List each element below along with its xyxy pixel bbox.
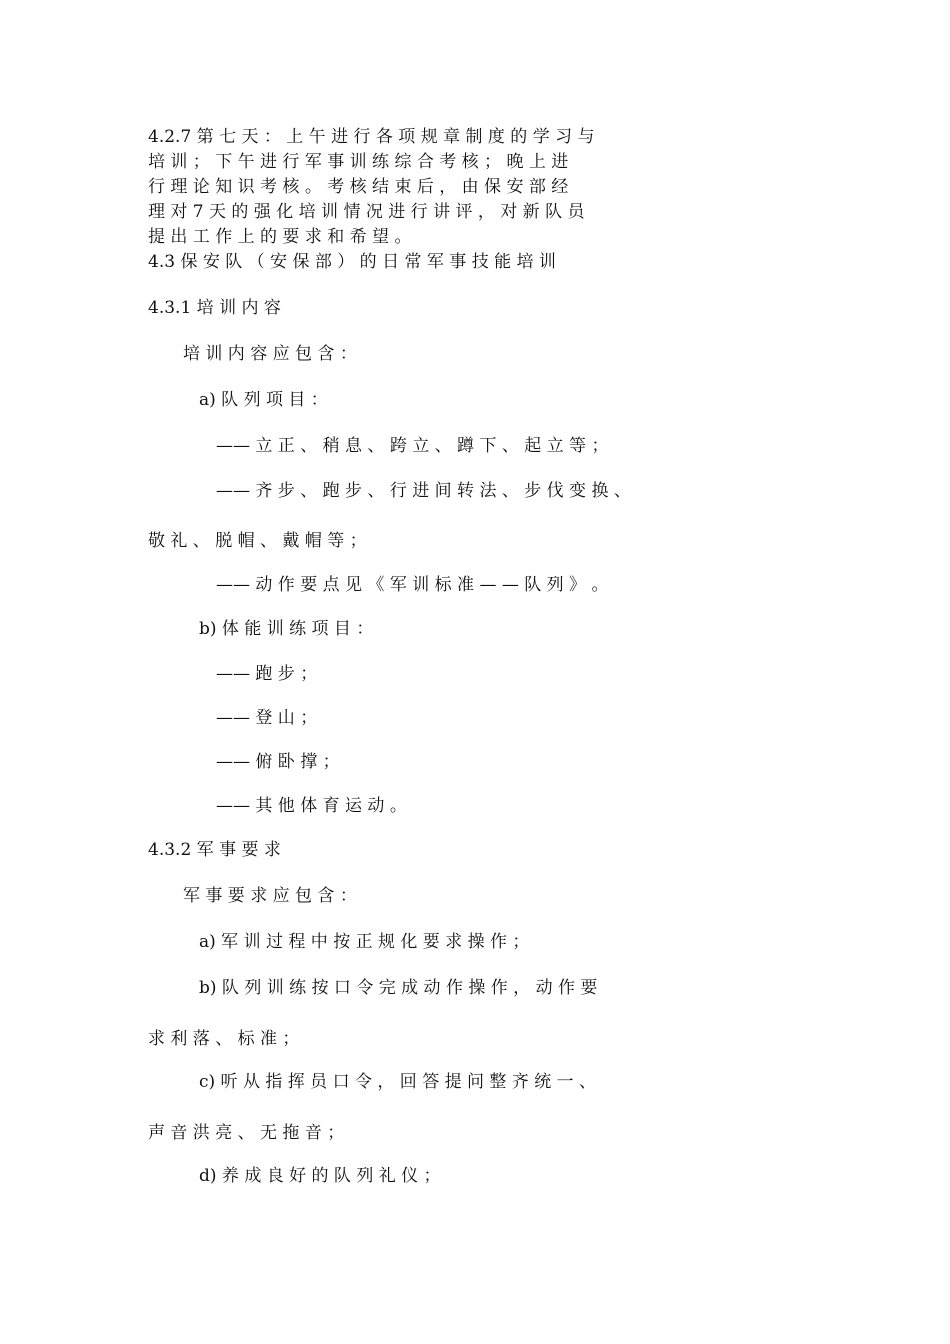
para-432-intro: 军 事 要 求 应 包 含 ： <box>183 886 357 906</box>
list-item-431-b: b) 体 能 训 练 项 目 ： <box>199 619 374 639</box>
list-item-431-b-4: —— 其 他 体 育 运 动 。 <box>216 796 407 816</box>
list-item-432-c: c) 听 从 指 挥 员 口 令 ， 回 答 提 问 整 齐 统 一 、 <box>199 1072 597 1092</box>
list-item-432-b-cont: 求 利 落 、 标 准 ； <box>148 1029 300 1049</box>
para-427-line-1: 4.2.7 第 七 天 ： 上 午 进 行 各 项 规 章 制 度 的 学 习 与 <box>148 127 595 147</box>
para-427-line-4: 理 对 7 天 的 强 化 培 训 情 况 进 行 讲 评 ， 对 新 队 员 <box>148 202 585 222</box>
heading-4-3-2: 4.3.2 军 事 要 求 <box>148 840 281 860</box>
list-item-432-d: d) 养 成 良 好 的 队 列 礼 仪 ； <box>199 1166 441 1186</box>
list-item-431-b-1: —— 跑 步 ； <box>216 664 318 684</box>
heading-4-3: 4.3 保 安 队 （ 安 保 部 ） 的 日 常 军 事 技 能 培 训 <box>148 252 556 272</box>
list-item-431-a-2: —— 齐 步 、 跑 步 、 行 进 间 转 法 、 步 伐 变 换 、 <box>216 481 631 501</box>
para-431-intro: 培 训 内 容 应 包 含 ： <box>183 344 357 364</box>
list-item-431-a-3: —— 动 作 要 点 见 《 军 训 标 准 — — 队 列 》 。 <box>216 575 609 595</box>
list-item-432-c-cont: 声 音 洪 亮 、 无 拖 音 ； <box>148 1123 345 1143</box>
list-item-432-b: b) 队 列 训 练 按 口 令 完 成 动 作 操 作 ， 动 作 要 <box>199 978 598 998</box>
list-item-431-a-2-cont: 敬 礼 、 脱 帽 、 戴 帽 等 ； <box>148 531 367 551</box>
heading-4-3-1: 4.3.1 培 训 内 容 <box>148 298 281 318</box>
list-item-431-a-1: —— 立 正 、 稍 息 、 跨 立 、 蹲 下 、 起 立 等 ； <box>216 436 609 456</box>
list-item-431-b-2: —— 登 山 ； <box>216 708 318 728</box>
para-427-line-3: 行 理 论 知 识 考 核 。 考 核 结 束 后 ， 由 保 安 部 经 <box>148 177 569 197</box>
para-427-line-2: 培 训 ； 下 午 进 行 军 事 训 练 综 合 考 核 ； 晚 上 进 <box>148 152 569 172</box>
list-item-432-a: a) 军 训 过 程 中 按 正 规 化 要 求 操 作 ； <box>199 932 530 952</box>
list-item-431-a: a) 队 列 项 目 ： <box>199 390 328 410</box>
list-item-431-b-3: —— 俯 卧 撑 ； <box>216 752 340 772</box>
para-427-line-5: 提 出 工 作 上 的 要 求 和 希 望 。 <box>148 227 412 247</box>
